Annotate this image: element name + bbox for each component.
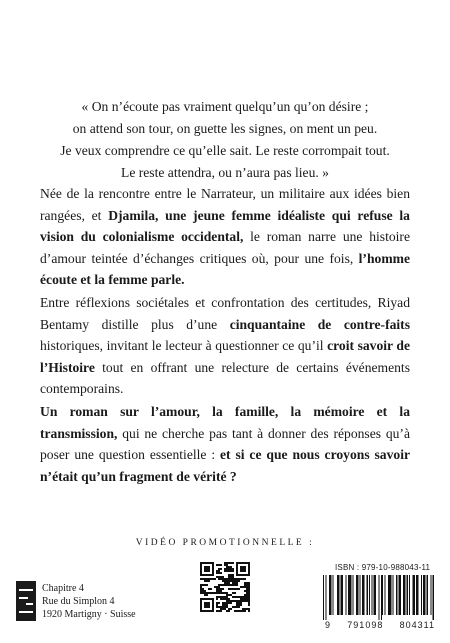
- quote-line: Le reste attendra, ou n’aura pas lieu. »: [121, 165, 329, 180]
- text-run: Entre réflexions sociétales et confrontation des certitudes, Riyad Bentamy distille plus d’une: [40, 295, 410, 332]
- isbn-group-1: 791098: [347, 620, 384, 630]
- quote-line: « On n’écoute pas vraiment quelqu’un qu’on désire ;: [81, 99, 369, 114]
- isbn-label: ISBN : 979-10-988043-11: [335, 563, 431, 572]
- synopsis-paragraph-1: [40, 183, 410, 291]
- address-line: 1920 Martigny · Suisse: [42, 609, 136, 620]
- bold-run: Djamila, une jeune femme idéaliste qui refuse la vision du colonialisme occidental,: [40, 207, 410, 244]
- text-run: Née de la rencontre entre le Narrateur, un militaire aux idées bien rangées, et: [40, 186, 410, 223]
- text-run: tout en offrant une relecture de certains événements contemporains.: [40, 359, 410, 396]
- quote-line: Je veux comprendre ce qu’elle sait. Le reste corrompait tout.: [60, 143, 390, 158]
- bold-run: Un roman sur l’amour, la famille, la mémoire et la transmission,: [40, 404, 410, 441]
- text-run: le roman narre une histoire d’amour teintée d’échanges critiques où, pour une fois,: [40, 229, 410, 266]
- address-line: Rue du Simplon 4: [42, 596, 115, 607]
- text-run: qui ne cherche pas tant à donner des réponses qu’à poser une question essentielle :: [40, 425, 410, 462]
- isbn-barcode: [323, 575, 435, 620]
- bold-run: et si ce que nous croyons savoir n’était qu’un fragment de vérité ?: [40, 447, 410, 484]
- bold-run: cinquantaine de contre-faits: [229, 316, 410, 332]
- qr-code[interactable]: [200, 562, 250, 612]
- synopsis-paragraph-2: [40, 292, 410, 400]
- publisher-logo: [16, 581, 36, 621]
- text-run: historiques, invitant le lecteur à questionner ce qu’il: [40, 338, 328, 353]
- publisher-address: [42, 582, 136, 621]
- isbn-group-2: 804311: [399, 620, 435, 630]
- bold-run: l’homme écoute et la femme parle.: [40, 250, 410, 287]
- quote-line: on attend son tour, on guette les signes, on ment un peu.: [72, 121, 378, 136]
- back-cover-quote: [40, 96, 410, 184]
- isbn-digits: [325, 620, 435, 630]
- video-label: VIDÉO PROMOTIONNELLE :: [135, 538, 315, 548]
- address-line: Chapitre 4: [42, 583, 84, 594]
- isbn-first-digit: 9: [325, 620, 332, 630]
- bold-run: croit savoir de l’Histoire: [40, 338, 411, 375]
- synopsis-paragraph-3: [40, 401, 410, 487]
